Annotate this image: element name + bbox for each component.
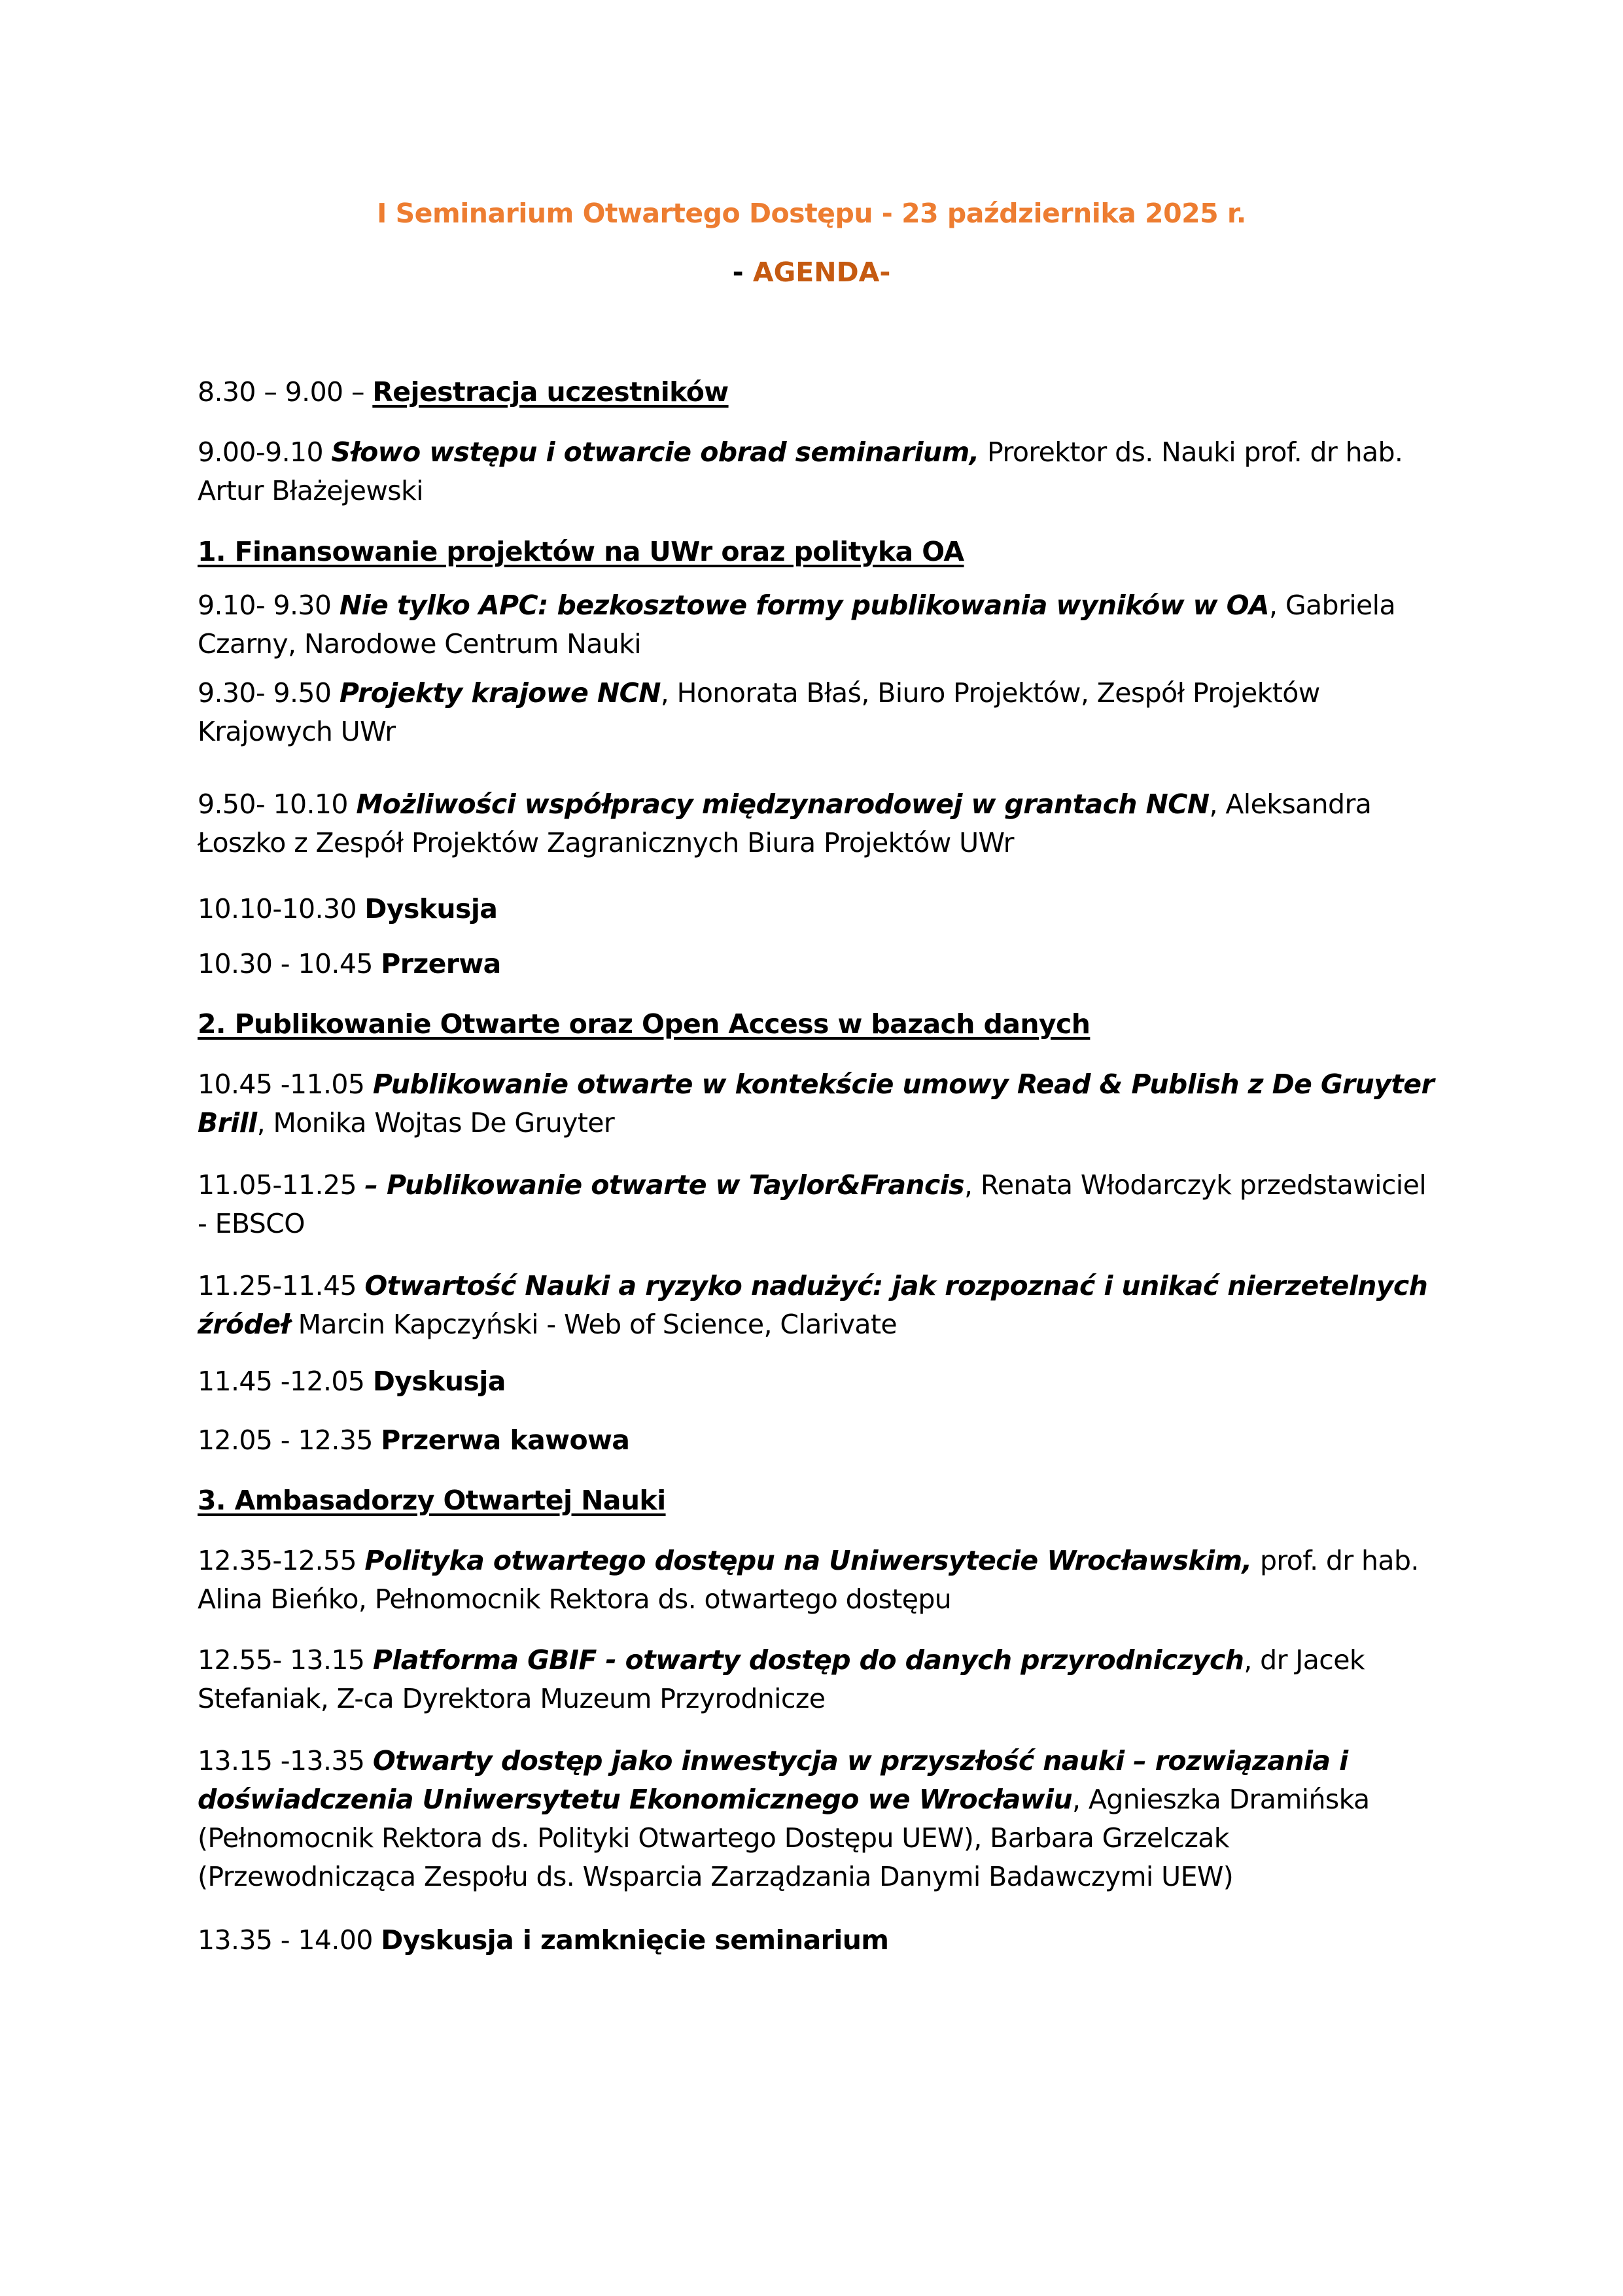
item-time: 12.05 - 12.35 (198, 1424, 381, 1456)
item-title: Dyskusja i zamknięcie seminarium (381, 1924, 889, 1956)
agenda-item (198, 1542, 1440, 1619)
item-time: 9.00-9.10 (198, 436, 332, 468)
item-time: 12.55- 13.15 (198, 1644, 373, 1676)
section-heading: 2. Publikowanie Otwarte oraz Open Access w bazach danych (198, 1008, 1091, 1040)
item-time: 9.30- 9.50 (198, 677, 340, 709)
item-time: 13.15 -13.35 (198, 1745, 373, 1776)
agenda-item (198, 1921, 1440, 1960)
item-title: Projekty krajowe NCN (339, 677, 661, 709)
item-title: Słowo wstępu i otwarcie obrad seminarium, (331, 436, 979, 468)
item-time: 11.05-11.25 (198, 1169, 365, 1201)
item-title: Otwarty dostęp jako inwestycja w przyszłość nauki – rozwiązania i doświadczenia Uniwersytetu Ekonomicznego we Wrocławiu (198, 1745, 1348, 1815)
item-speaker: , Aleksandra Łoszko z Zespół Projektów Zagranicznych Biura Projektów UWr (198, 788, 1372, 858)
agenda-item (198, 945, 1440, 983)
item-speaker: , Renata Włodarczyk przedstawiciel - EBSCO (198, 1169, 1427, 1239)
item-speaker: , Monika Wojtas De Gruyter (256, 1107, 615, 1139)
item-title: – Publikowanie otwarte w Taylor&Francis (364, 1169, 964, 1201)
item-time: 10.30 - 10.45 (198, 948, 381, 980)
item-title: Publikowanie otwarte w kontekście umowy Read & Publish z De Gruyter Brill (198, 1069, 1435, 1139)
item-time: 11.25-11.45 (198, 1270, 365, 1301)
agenda-item (198, 674, 1440, 751)
agenda-item (198, 1742, 1440, 1896)
item-speaker: Prorektor ds. Nauki prof. dr hab. Artur Błażejewski (198, 436, 1403, 506)
item-title: Przerwa kawowa (381, 1424, 630, 1456)
agenda-prefix: - (732, 256, 753, 288)
agenda-item (198, 1362, 1440, 1401)
item-time: 12.35-12.55 (198, 1545, 365, 1576)
item-title: Rejestracja uczestników (372, 376, 729, 408)
item-speaker: prof. dr hab. Alina Bieńko, Pełnomocnik Rektora ds. otwartego dostępu (198, 1545, 1419, 1615)
item-title: Polityka otwartego dostępu na Uniwersytecie Wrocławskim, (364, 1545, 1252, 1576)
item-speaker: , Agnieszka Dramińska (Pełnomocnik Rektora ds. Polityki Otwartego Dostępu UEW), Barbara Grzelczak (Przewodnicząca Zespołu ds. Wsparcia Zarządzania Danymi Badawczymi UEW) (198, 1784, 1370, 1892)
item-time: 13.35 - 14.00 (198, 1924, 381, 1956)
item-title: Otwartość Nauki a ryzyko nadużyć: jak rozpoznać i unikać nierzetelnych źródeł (198, 1270, 1428, 1340)
item-speaker: , dr Jacek Stefaniak, Z-ca Dyrektora Muzeum Przyrodnicze (198, 1644, 1365, 1714)
agenda-item (198, 433, 1440, 510)
agenda-item (198, 1421, 1440, 1460)
section-heading: 1. Finansowanie projektów na UWr oraz polityka OA (198, 536, 964, 567)
item-time: 10.10-10.30 (198, 893, 365, 925)
item-title: Nie tylko APC: bezkosztowe formy publikowania wyników w OA (339, 590, 1269, 621)
agenda-item (198, 1065, 1440, 1142)
agenda-item (198, 890, 1440, 928)
item-speaker: Marcin Kapczyński - Web of Science, Clarivate (290, 1309, 898, 1340)
item-title: Przerwa (381, 948, 501, 980)
item-title: Dyskusja (364, 893, 498, 925)
agenda-item (198, 1166, 1440, 1243)
item-title: Możliwości współpracy międzynarodowej w grantach NCN (356, 788, 1210, 820)
item-time: 9.10- 9.30 (198, 590, 340, 621)
item-title: Dyskusja (372, 1366, 506, 1397)
item-time: 10.45 -11.05 (198, 1069, 373, 1100)
agenda-item (198, 1267, 1440, 1344)
section-heading: 3. Ambasadorzy Otwartej Nauki (198, 1485, 666, 1516)
agenda-item (198, 586, 1440, 663)
agenda-heading (0, 256, 1623, 288)
agenda-item (198, 1641, 1440, 1718)
item-speaker: , Gabriela Czarny, Narodowe Centrum Nauki (198, 590, 1395, 660)
item-speaker: , Honorata Błaś, Biuro Projektów, Zespół Projektów Krajowych UWr (198, 677, 1320, 747)
agenda-item (198, 785, 1440, 862)
item-time: 9.50- 10.10 (198, 788, 357, 820)
agenda-label: AGENDA- (752, 256, 891, 288)
item-time: 8.30 – 9.00 – (198, 376, 373, 408)
item-title: Platforma GBIF - otwarty dostęp do danych przyrodniczych (372, 1644, 1244, 1676)
item-time: 11.45 -12.05 (198, 1366, 373, 1397)
document-title: I Seminarium Otwartego Dostępu - 23 października 2025 r. (377, 198, 1246, 229)
agenda-item (198, 373, 1440, 412)
